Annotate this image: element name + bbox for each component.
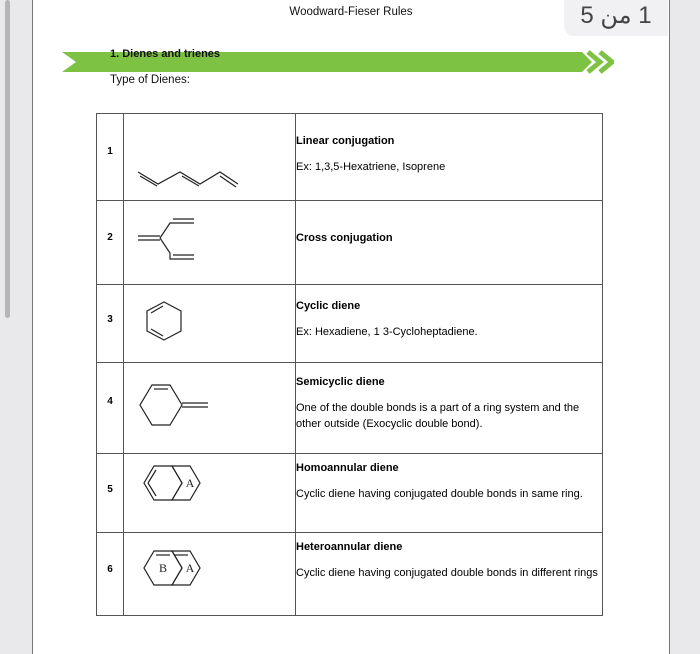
document-title: Woodward-Fieser Rules [289, 6, 413, 18]
row-number: 5 [97, 454, 124, 533]
row-number: 6 [97, 533, 124, 616]
table-row [97, 285, 603, 363]
row-number: 3 [97, 285, 124, 363]
row-description: Semicyclic diene One of the double bonds is a part of a ring system and the other outside (Exocyclic double bond). [296, 363, 603, 454]
table-row [97, 454, 603, 533]
row-number: 2 [97, 201, 124, 285]
semicyclic-diene-structure [124, 363, 296, 454]
section-subtitle: Type of Dienes: [110, 74, 190, 86]
linear-conjugation-structure [124, 114, 296, 201]
table-row [97, 114, 603, 201]
row-number: 4 [97, 363, 124, 454]
svg-text:B: B [158, 561, 168, 575]
heteroannular-diene-structure [124, 533, 296, 616]
svg-text:A: A [185, 476, 195, 490]
row-number: 1 [97, 114, 124, 201]
page-indicator: 1 من 5 [564, 0, 668, 36]
row-description: Heteroannular diene Cyclic diene having conjugated double bonds in different rings [296, 533, 603, 616]
table-row [97, 533, 603, 616]
section-heading: 1. Dienes and trienes [110, 48, 221, 60]
diene-types-table [96, 113, 603, 616]
svg-text:A: A [185, 561, 195, 575]
table-row [97, 363, 603, 454]
cross-conjugation-structure [124, 201, 296, 285]
cyclic-diene-structure [124, 285, 296, 363]
window-scrollbar[interactable] [5, 0, 10, 318]
table-row [97, 201, 603, 285]
row-description: Linear conjugation Ex: 1,3,5-Hexatriene, Isoprene [296, 114, 603, 201]
homoannular-diene-structure [124, 454, 296, 533]
row-description: Cross conjugation [296, 201, 603, 285]
row-description: Cyclic diene Ex: Hexadiene, 1 3-Cycloheptadiene. [296, 285, 603, 363]
row-description: Homoannular diene Cyclic diene having conjugated double bonds in same ring. [296, 454, 603, 533]
